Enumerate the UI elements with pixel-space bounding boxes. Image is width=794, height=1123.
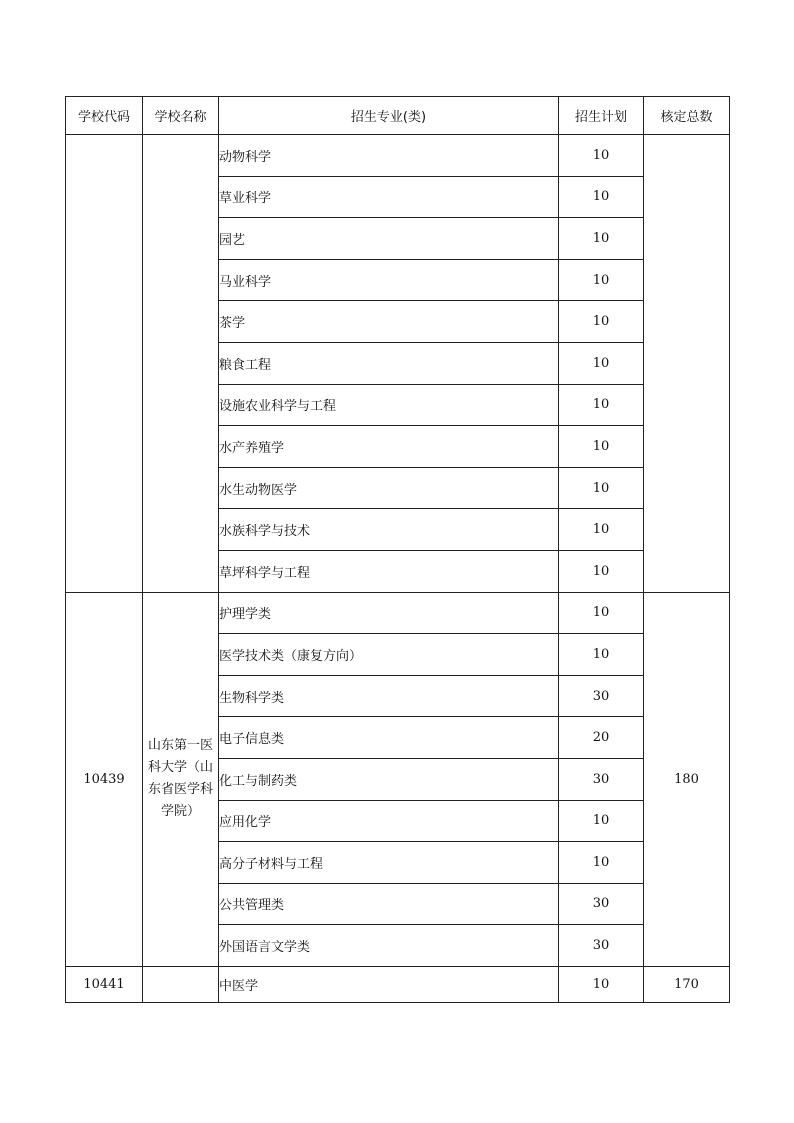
major-cell: 高分子材料与工程 <box>219 842 559 884</box>
major-cell: 水族科学与技术 <box>219 509 559 551</box>
school-code: 10439 <box>66 592 143 966</box>
plan-cell: 10 <box>559 342 644 384</box>
major-cell: 动物科学 <box>219 135 559 177</box>
major-cell: 外国语言文学类 <box>219 925 559 967</box>
table-row <box>66 135 730 177</box>
school-name: 山东第一医科大学（山东省医学科学院） <box>143 592 219 966</box>
plan-cell: 10 <box>559 634 644 676</box>
major-cell: 园艺 <box>219 218 559 260</box>
school-code: 10441 <box>66 966 143 1002</box>
plan-cell: 10 <box>559 842 644 884</box>
enrollment-table <box>65 96 730 1003</box>
major-cell: 中医学 <box>219 966 559 1002</box>
plan-cell: 10 <box>559 800 644 842</box>
major-cell: 生物科学类 <box>219 675 559 717</box>
major-cell: 化工与制药类 <box>219 758 559 800</box>
plan-cell: 30 <box>559 883 644 925</box>
major-cell: 水产养殖学 <box>219 426 559 468</box>
major-cell: 设施农业科学与工程 <box>219 384 559 426</box>
plan-cell: 10 <box>559 259 644 301</box>
plan-cell: 10 <box>559 509 644 551</box>
plan-cell: 30 <box>559 925 644 967</box>
header-school-code: 学校代码 <box>66 97 143 135</box>
plan-cell: 10 <box>559 550 644 592</box>
major-cell: 马业科学 <box>219 259 559 301</box>
table-row <box>66 966 730 1002</box>
major-cell: 电子信息类 <box>219 717 559 759</box>
table-row <box>66 592 730 634</box>
plan-cell: 10 <box>559 176 644 218</box>
major-cell: 粮食工程 <box>219 342 559 384</box>
total-cell: 180 <box>644 592 730 966</box>
header-major: 招生专业(类) <box>219 97 559 135</box>
plan-cell: 10 <box>559 384 644 426</box>
plan-cell: 10 <box>559 135 644 177</box>
plan-cell: 10 <box>559 467 644 509</box>
total-cell <box>644 135 730 593</box>
plan-cell: 30 <box>559 675 644 717</box>
major-cell: 草坪科学与工程 <box>219 550 559 592</box>
plan-cell: 10 <box>559 592 644 634</box>
header-row <box>66 97 730 135</box>
major-cell: 草业科学 <box>219 176 559 218</box>
plan-cell: 30 <box>559 758 644 800</box>
total-cell: 170 <box>644 966 730 1002</box>
header-plan: 招生计划 <box>559 97 644 135</box>
school-name <box>143 966 219 1002</box>
header-school-name: 学校名称 <box>143 97 219 135</box>
plan-cell: 10 <box>559 218 644 260</box>
school-code <box>66 135 143 593</box>
plan-cell: 10 <box>559 426 644 468</box>
plan-cell: 20 <box>559 717 644 759</box>
major-cell: 公共管理类 <box>219 883 559 925</box>
plan-cell: 10 <box>559 301 644 343</box>
plan-cell: 10 <box>559 966 644 1002</box>
header-total: 核定总数 <box>644 97 730 135</box>
major-cell: 医学技术类（康复方向） <box>219 634 559 676</box>
major-cell: 水生动物医学 <box>219 467 559 509</box>
major-cell: 护理学类 <box>219 592 559 634</box>
major-cell: 应用化学 <box>219 800 559 842</box>
school-name <box>143 135 219 593</box>
major-cell: 茶学 <box>219 301 559 343</box>
